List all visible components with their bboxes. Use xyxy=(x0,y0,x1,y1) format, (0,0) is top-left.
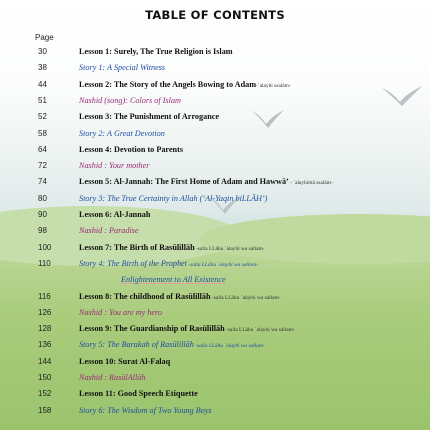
toc-entry[interactable] xyxy=(0,192,430,206)
toc-entry-title xyxy=(79,94,181,109)
toc-page-number: 80 xyxy=(38,193,47,203)
toc-entry[interactable] xyxy=(0,45,430,59)
toc-entry[interactable] xyxy=(0,159,430,173)
toc-entry-title xyxy=(79,127,165,142)
toc-entry[interactable] xyxy=(0,273,430,287)
toc-page-number: 58 xyxy=(38,128,47,138)
toc-entry-title xyxy=(79,192,267,207)
toc-entry-title xyxy=(79,290,280,305)
toc-entry-title-text: Story 6: The Wisdom of Two Young Boys xyxy=(79,405,212,415)
toc-entry-title-text: Story 4: The Birth of the Prophet xyxy=(79,258,187,268)
toc-entry[interactable] xyxy=(0,322,430,336)
toc-page-number: 52 xyxy=(38,112,47,122)
toc-entry-title xyxy=(121,273,226,288)
toc-entry-title xyxy=(79,143,183,158)
toc-page-number: 150 xyxy=(38,373,52,382)
toc-entry[interactable] xyxy=(0,110,430,124)
toc-entry-title-text: Lesson 7: The Birth of Rasūlillāh xyxy=(79,242,195,252)
toc-entry-title xyxy=(79,257,260,272)
toc-page-number: 110 xyxy=(38,258,51,268)
toc-entry-title xyxy=(79,61,165,76)
toc-entry-honorific: -salla LLāhu `alayhi wa sallam- xyxy=(224,327,295,334)
toc-entry-honorific: -salla LLāhu `alayhi wa sallam- xyxy=(193,343,265,350)
toc-entry-title xyxy=(79,175,333,190)
toc-entry-title-text: Enlightenement to All Existence xyxy=(121,275,226,285)
toc-entry-honorific: -salla LLāhu `alayhi wa sallam- xyxy=(194,245,265,252)
toc-entry-title-text: Story 5: The Barakah of Rasūlillāh xyxy=(79,340,194,350)
toc-entry-title-text: Lesson 5: Al-Jannah: The First Home of Adam and Hawwā’ xyxy=(79,177,289,187)
toc-page-number: 44 xyxy=(38,79,47,89)
toc-entry-honorific: -`alayhi ssalām- xyxy=(256,82,291,89)
toc-entry-title xyxy=(79,110,219,125)
toc-entry[interactable] xyxy=(0,208,430,222)
toc-entry[interactable] xyxy=(0,143,430,157)
toc-entry-title-text: Lesson 6: Al-Jannah xyxy=(79,210,151,219)
toc-entry[interactable] xyxy=(0,355,430,369)
toc-entry[interactable] xyxy=(0,387,430,401)
toc-page-number: 30 xyxy=(38,47,47,56)
toc-entry-title-text: Nashid (song): Colors of Islam xyxy=(79,95,181,105)
toc-entry-title xyxy=(79,322,295,337)
toc-entry-title xyxy=(79,338,265,353)
toc-entry[interactable] xyxy=(0,241,430,255)
toc-entry[interactable] xyxy=(0,306,430,320)
toc-entry-title xyxy=(79,404,212,419)
toc-entry-title-text: Nashid : Paradise xyxy=(79,226,139,236)
toc-entry-title xyxy=(79,45,233,60)
toc-entry-title xyxy=(79,78,291,93)
toc-entry-title-text: Lesson 10: Surat Al-Falaq xyxy=(79,356,171,366)
toc-entry[interactable] xyxy=(0,290,430,304)
toc-entry-title-text: Story 1: A Special Witness xyxy=(79,63,166,73)
toc-page-number: 90 xyxy=(38,210,47,219)
toc-entry-title xyxy=(79,387,198,402)
toc-entry-title-text: Nashid : Your mother xyxy=(79,161,150,171)
toc-entry-title xyxy=(79,306,162,321)
toc-page-number: 64 xyxy=(38,144,47,154)
toc-page-number: 136 xyxy=(38,340,52,350)
toc-entry-title-text: Nashid : You are my hero xyxy=(79,307,163,317)
toc-entry[interactable] xyxy=(0,404,430,418)
toc-entry-title xyxy=(79,355,170,370)
toc-entry-title-text: Lesson 2: The Story of the Angels Bowing to Adam xyxy=(79,79,257,89)
toc-entry-title-text: Story 3: The True Certainty in Allah (‘Al-Yaqin biLLĀH’) xyxy=(79,193,268,203)
toc-page-number: 126 xyxy=(38,307,52,317)
toc-entry[interactable] xyxy=(0,371,430,385)
toc-page-number: 98 xyxy=(38,226,47,236)
toc-page-number: 128 xyxy=(38,324,52,334)
toc-entry-title-text: Nashid : RasūlAllāh xyxy=(79,373,146,382)
toc-entry-honorific: -salla LLāhu `alayhi wa sallam-: xyxy=(186,261,260,268)
toc-page-number: 116 xyxy=(38,291,51,301)
toc-entry[interactable] xyxy=(0,78,430,92)
toc-page-number: 152 xyxy=(38,389,52,399)
toc-entry-title xyxy=(79,371,145,386)
toc-entry-title-text: Lesson 11: Good Speech Etiquette xyxy=(79,389,198,399)
toc-page-number: 144 xyxy=(38,356,52,366)
toc-entry-honorific: - `alayhimā ssalām- xyxy=(288,180,333,187)
toc-page-number: 74 xyxy=(38,177,47,187)
toc-entry-honorific: -salla LLāhu `alayhi wa sallam- xyxy=(210,294,281,301)
toc-entry-title-text: Lesson 9: The Guardianship of Rasūlillāh xyxy=(79,324,225,334)
toc-entry-title xyxy=(79,159,149,174)
toc-entry-title-text: Story 2: A Great Devotion xyxy=(79,128,165,138)
toc-entry[interactable] xyxy=(0,338,430,352)
page-column-label: Page xyxy=(35,33,54,42)
toc-entry[interactable] xyxy=(0,61,430,75)
toc-entry[interactable] xyxy=(0,94,430,108)
toc-page-number: 72 xyxy=(38,161,47,171)
toc-entry-title xyxy=(79,224,139,239)
toc-entry[interactable] xyxy=(0,224,430,238)
toc-entry-title-text: Lesson 1: Surely, The True Religion is Islam xyxy=(79,47,233,56)
toc-entry-title-text: Lesson 3: The Punishment of Arrogance xyxy=(79,112,220,122)
toc-entry-title xyxy=(79,208,150,223)
toc-entry-title-text: Lesson 8: The childhood of Rasūlillāh xyxy=(79,291,211,301)
toc-entry[interactable] xyxy=(0,175,430,189)
toc-page-number: 51 xyxy=(38,95,47,105)
toc-page-number: 38 xyxy=(38,63,47,73)
toc-entry-title xyxy=(79,241,265,256)
toc-entry[interactable] xyxy=(0,127,430,141)
page-title: TABLE OF CONTENTS xyxy=(145,8,285,22)
toc-page-number: 100 xyxy=(38,242,52,252)
toc-page-number: 158 xyxy=(38,405,52,415)
toc-entry[interactable] xyxy=(0,257,430,271)
toc-entry-title-text: Lesson 4: Devotion to Parents xyxy=(79,144,184,154)
